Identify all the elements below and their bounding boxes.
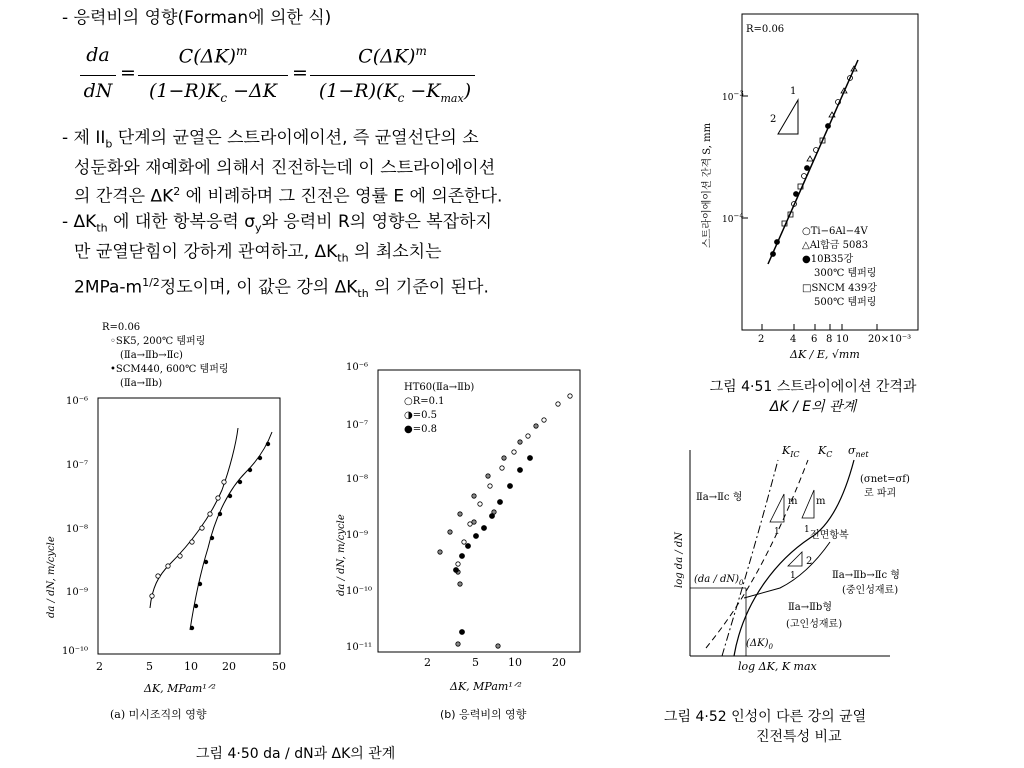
subcaption-b: (b) 응력비의 영향 <box>440 708 527 721</box>
material-note: (중인성재료) <box>842 585 899 596</box>
x-tick-label: 5 <box>472 656 479 669</box>
fraction-bar <box>138 75 288 76</box>
y-tick-label: 10⁻⁹ <box>66 587 89 598</box>
data-point <box>556 402 560 406</box>
rhs1-denominator: $(1-R)K_c -\Delta K$ <box>149 80 277 105</box>
r-label: R=0.06 <box>746 24 785 35</box>
x-axis-label: log ΔK, K max <box>738 660 817 673</box>
lhs-numerator: da <box>86 44 110 66</box>
data-point <box>542 418 546 422</box>
plot-frame <box>98 398 280 654</box>
caption-4-51: 그림 4·51 스트라이에이션 간격과 ΔK / E의 관계 <box>709 379 917 415</box>
rhs2-denominator: $(1-R)(K_c -K_{max})$ <box>318 80 472 105</box>
x-tick-label: 10 <box>508 656 522 669</box>
forman-equation <box>80 44 480 110</box>
data-point <box>458 582 462 586</box>
legend-entry: □SNCM 439강 <box>802 283 877 294</box>
figure-4-50a <box>40 318 300 728</box>
data-point <box>568 394 572 398</box>
x-tick-label: 6 <box>811 334 818 345</box>
data-point <box>518 440 522 444</box>
sigma-net-label: $\sigma_{net}$ <box>848 444 869 459</box>
data-point <box>528 456 533 461</box>
data-point <box>807 156 813 161</box>
x-axis-label: ΔK, MPam¹ᐟ² <box>144 682 216 695</box>
data-point <box>775 240 780 245</box>
data-point <box>490 514 495 519</box>
y-tick-label: 10⁻⁶ <box>66 396 89 407</box>
x-axis-label: ΔK / E, √mm <box>790 348 860 361</box>
y-tick-label: $10^{-4}$ <box>722 212 744 225</box>
rhs1-numerator: $C(\Delta K)^m$ <box>178 44 248 68</box>
data-point <box>462 540 466 544</box>
y-tick-label: 10⁻⁹ <box>346 530 369 541</box>
x-tick-label: 2 <box>96 660 103 673</box>
data-point <box>771 252 776 257</box>
y-axis-label: da / dN, m/cycle <box>336 514 347 596</box>
data-point <box>190 540 194 544</box>
data-point <box>238 480 242 484</box>
legend-entry: ○R=0.1 <box>404 396 445 407</box>
x-tick-label: 10 <box>184 660 198 673</box>
kc-label: $K_C$ <box>818 444 833 459</box>
slope-m: m <box>788 496 798 507</box>
note-line: R=0.06 <box>102 322 141 333</box>
data-point <box>512 450 516 454</box>
data-point <box>794 192 799 197</box>
note-line: •SCM440, 600℃ 템퍼링 <box>110 364 229 375</box>
y-tick-label: $10^{-3}$ <box>722 90 744 103</box>
x-tick-label: 20×10⁻³ <box>868 334 912 345</box>
material-note: (고인성재료) <box>786 619 843 630</box>
data-point <box>488 484 492 488</box>
y-tick-label: 10⁻¹⁰ <box>62 646 89 657</box>
data-point <box>500 466 504 470</box>
note-line: (Ⅱa→Ⅱb) <box>120 378 163 389</box>
fracture-note: 로 파괴 <box>864 488 897 499</box>
data-point <box>472 494 476 498</box>
slope-two: 2 <box>806 556 813 567</box>
dk0-label: $(\Delta K)_0$ <box>746 638 773 651</box>
data-point <box>466 544 471 549</box>
data-point <box>222 480 226 484</box>
data-point <box>460 630 465 635</box>
legend-entry: ○Ti−6Al−4V <box>802 226 868 237</box>
caption-4-50: 그림 4·50 da / dN과 ΔK의 관계 <box>196 746 396 762</box>
data-point <box>456 642 460 646</box>
data-point <box>498 500 503 505</box>
y-tick-label: 10⁻⁸ <box>346 474 369 485</box>
dadn0-label: $(da / dN)_0$ <box>694 574 744 587</box>
y-axis-label: 스트라이에이션 간격 S, mm <box>702 122 713 248</box>
legend-title: HT60(Ⅱa→Ⅱb) <box>404 382 475 393</box>
x-ticks <box>762 324 877 330</box>
general-yield-label: 전면항복 <box>810 530 849 541</box>
data-point <box>486 474 490 478</box>
slope-one: 1 <box>774 527 780 537</box>
legend-entry: ●10B35강 <box>802 254 854 265</box>
equals-sign: = <box>120 62 136 84</box>
y-tick-label: 10⁻¹⁰ <box>346 586 373 597</box>
ht60-points <box>438 394 572 648</box>
y-axis-label: da / dN, m/cycle <box>46 536 57 618</box>
data-point <box>456 562 460 566</box>
y-tick-label: 10⁻⁷ <box>346 420 369 431</box>
lhs-denominator: dN <box>83 80 113 102</box>
x-tick-label: 2 <box>424 656 431 669</box>
x-tick-label: 2 <box>758 334 765 345</box>
type-label: Ⅱa→Ⅱc 형 <box>696 492 743 503</box>
ii-b-segment <box>744 542 830 598</box>
data-point <box>454 568 459 573</box>
data-point <box>208 512 212 516</box>
x-tick-label: 50 <box>272 660 286 673</box>
data-point <box>190 626 194 630</box>
slope-one: 1 <box>804 525 810 535</box>
slope-triangle <box>770 494 784 522</box>
legend-entry: ●=0.8 <box>404 424 438 435</box>
y-tick-label: 10⁻⁶ <box>346 362 369 373</box>
data-point <box>210 536 214 540</box>
data-point <box>496 644 500 648</box>
slope-label-1: 1 <box>790 86 797 97</box>
rhs2-numerator: $C(\Delta K)^m$ <box>358 44 427 68</box>
data-point <box>518 468 523 473</box>
x-tick-label: 4 <box>790 334 797 345</box>
figure-4-50b <box>330 356 610 726</box>
data-point <box>805 166 810 171</box>
slope-triangle <box>802 490 814 518</box>
data-point <box>526 434 530 438</box>
data-point <box>472 520 476 524</box>
heading: - 응력비의 영향(Forman에 의한 식) <box>62 8 332 28</box>
data-point <box>216 496 220 500</box>
note-line: ◦SK5, 200℃ 템퍼링 <box>110 336 206 347</box>
legend-entry: △Al합금 5083 <box>802 240 869 251</box>
data-point <box>448 530 452 534</box>
figure-4-52 <box>660 438 990 688</box>
fraction-bar <box>310 75 475 76</box>
y-tick-label: 10⁻⁸ <box>66 524 89 535</box>
slope-label-2: 2 <box>770 114 777 125</box>
data-point <box>474 534 479 539</box>
data-point <box>458 512 462 516</box>
slope-m: m <box>816 496 826 507</box>
y-tick-label: 10⁻⁷ <box>66 460 89 471</box>
x-axis-label: ΔK, MPam¹ᐟ² <box>450 680 522 693</box>
y-axis-label: log da / dN <box>674 531 685 588</box>
figure-4-51 <box>690 8 940 368</box>
data-point <box>150 594 154 598</box>
data-point <box>218 512 222 516</box>
data-point <box>198 582 202 586</box>
note-line: (Ⅱa→Ⅱb→Ⅱc) <box>120 350 183 361</box>
data-point <box>248 468 252 472</box>
slope-one: 1 <box>790 571 796 581</box>
caption-4-52: 그림 4·52 인성이 다른 강의 균열 진전특성 비교 <box>664 709 867 745</box>
data-point <box>178 554 182 558</box>
slope-triangle <box>778 100 798 134</box>
data-point <box>258 456 262 460</box>
sigma-condition: (σnet=σf) <box>860 474 910 485</box>
data-point <box>204 560 208 564</box>
data-point <box>502 456 506 460</box>
x-tick-label: 5 <box>146 660 153 673</box>
legend-entry: 300℃ 템퍼링 <box>814 268 877 279</box>
bullet-striation: - 제 $II_b$ 단계의 균열은 스트라이에이션, 즉 균열선단의 소 성둔화와 재예화에 의해서 진전하는데 이 스트라이에이션 의 간격은 $\Delta K^2$ 에 비례하며 그 진전은 영률 E 에 의존한다. <box>62 128 503 208</box>
data-point <box>826 124 831 129</box>
subcaption-a: (a) 미시조직의 영향 <box>110 708 207 721</box>
data-point <box>266 442 270 446</box>
data-point <box>802 174 807 179</box>
x-tick-label: 20 <box>222 660 236 673</box>
data-point <box>194 604 198 608</box>
fraction-bar <box>80 75 116 76</box>
data-point <box>228 494 232 498</box>
x-tick-label: 8 <box>826 334 833 345</box>
data-point <box>508 484 513 489</box>
type-label: Ⅱa→Ⅱb→Ⅱc 형 <box>832 570 900 581</box>
data-point <box>478 502 482 506</box>
data-point <box>460 554 465 559</box>
equals-sign: = <box>292 62 308 84</box>
legend-entry: 500℃ 템퍼링 <box>814 297 877 308</box>
data-point <box>534 424 538 428</box>
data-point <box>166 564 170 568</box>
y-tick-label: 10⁻¹¹ <box>346 642 373 653</box>
data-point <box>200 526 204 530</box>
data-point <box>482 526 487 531</box>
x-tick-label: 20 <box>552 656 566 669</box>
scm440-points <box>190 442 270 630</box>
sk5-curve <box>150 428 238 608</box>
sk5-points <box>150 480 226 598</box>
data-point <box>438 550 442 554</box>
x-tick-label: 10 <box>836 334 849 345</box>
legend-entry: ◑=0.5 <box>404 410 438 421</box>
data-point <box>156 574 160 578</box>
kic-label: $K_{IC}$ <box>782 444 800 459</box>
kic-curve <box>722 460 778 656</box>
type-label: Ⅱa→Ⅱb형 <box>788 602 832 613</box>
bullet-threshold: - $\Delta K_{th}$ 에 대한 항복응력 $\sigma_y$와 응력비 R의 영향은 복잡하지 만 균열닫힘이 강하게 관여하고, $\Delta K_{th}$ 의 최소치는 $2MPa-m^{1/2}$정도이며, 이 값은 강의 $\Delta K_{th}$ 의 기준이 된다. <box>62 212 492 300</box>
